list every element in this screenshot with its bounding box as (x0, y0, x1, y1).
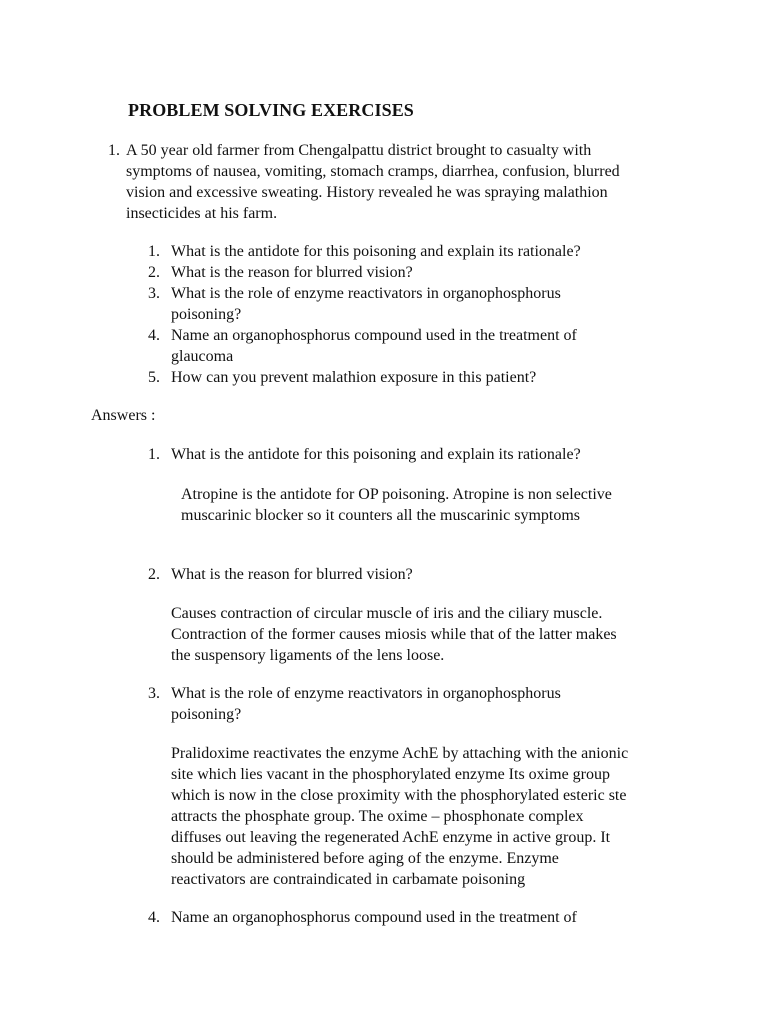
answer-line: Atropine is the antidote for OP poisoning. Atropine is non selective (181, 486, 612, 503)
answer-line: Causes contraction of circular muscle of iris and the ciliary muscle. (171, 605, 603, 622)
answer-line: diffuses out leaving the regenerated AchE enzyme in active group. It (171, 829, 611, 846)
problem-line: A 50 year old farmer from Chengalpattu district brought to casualty with (126, 142, 592, 159)
answer-line: Contraction of the former causes miosis while that of the latter makes (171, 626, 617, 643)
question-number: 4. (148, 327, 160, 344)
answer-number: 1. (148, 446, 160, 463)
problem-statement (126, 140, 686, 224)
question-text: How can you prevent malathion exposure in this patient? (171, 369, 537, 386)
answers-heading: Answers : (91, 407, 156, 424)
answer-line: muscarinic blocker so it counters all the muscarinic symptoms (181, 507, 581, 524)
answer-line: attracts the phosphate group. The oxime – phosphonate complex (171, 808, 584, 825)
answer-question-line: What is the reason for blurred vision? (171, 566, 413, 583)
answer-line: should be administered before aging of the enzyme. Enzyme (171, 850, 559, 867)
answer-question (171, 444, 731, 465)
answer-number: 4. (148, 909, 160, 926)
question-number: 1. (148, 243, 160, 260)
question-number: 5. (148, 369, 160, 386)
question-item (140, 367, 700, 388)
answer-question-line: What is the antidote for this poisoning and explain its rationale? (171, 446, 581, 463)
questions-list (140, 241, 700, 388)
question-item (140, 241, 700, 262)
answer-line: Pralidoxime reactivates the enzyme AchE by attaching with the anionic (171, 745, 629, 762)
question-item (140, 283, 700, 325)
answer-question-line: What is the role of enzyme reactivators in organophosphorus (171, 685, 561, 702)
question-text: Name an organophosphorus compound used in the treatment of (171, 327, 577, 344)
question-text: What is the antidote for this poisoning and explain its rationale? (171, 243, 581, 260)
answer-line: site which lies vacant in the phosphorylated enzyme Its oxime group (171, 766, 610, 783)
answer-text (181, 484, 741, 526)
problem-number: 1. (108, 142, 120, 159)
answer-text (171, 743, 731, 890)
answer-question (171, 683, 731, 725)
answer-number: 2. (148, 566, 160, 583)
question-item (140, 325, 700, 367)
answer-text (171, 603, 731, 666)
answer-question-line: Name an organophosphorus compound used in the treatment of (171, 909, 577, 926)
answer-question-line: poisoning? (171, 706, 242, 723)
answer-line: reactivators are contraindicated in carbamate poisoning (171, 871, 526, 888)
answer-question (171, 907, 731, 928)
answer-question (171, 564, 731, 585)
problem-line: insecticides at his farm. (126, 205, 278, 222)
answer-line: which is now in the close proximity with the phosphorylated esteric ste (171, 787, 627, 804)
question-text: glaucoma (171, 348, 234, 365)
question-text: poisoning? (171, 306, 242, 323)
question-text: What is the reason for blurred vision? (171, 264, 413, 281)
problem-line: vision and excessive sweating. History revealed he was spraying malathion (126, 184, 608, 201)
page-title: PROBLEM SOLVING EXERCISES (128, 100, 414, 120)
answer-number: 3. (148, 685, 160, 702)
question-number: 2. (148, 264, 160, 281)
question-number: 3. (148, 285, 160, 302)
question-item (140, 262, 700, 283)
answer-line: the suspensory ligaments of the lens loose. (171, 647, 445, 664)
question-text: What is the role of enzyme reactivators in organophosphorus (171, 285, 561, 302)
problem-line: symptoms of nausea, vomiting, stomach cramps, diarrhea, confusion, blurred (126, 163, 620, 180)
